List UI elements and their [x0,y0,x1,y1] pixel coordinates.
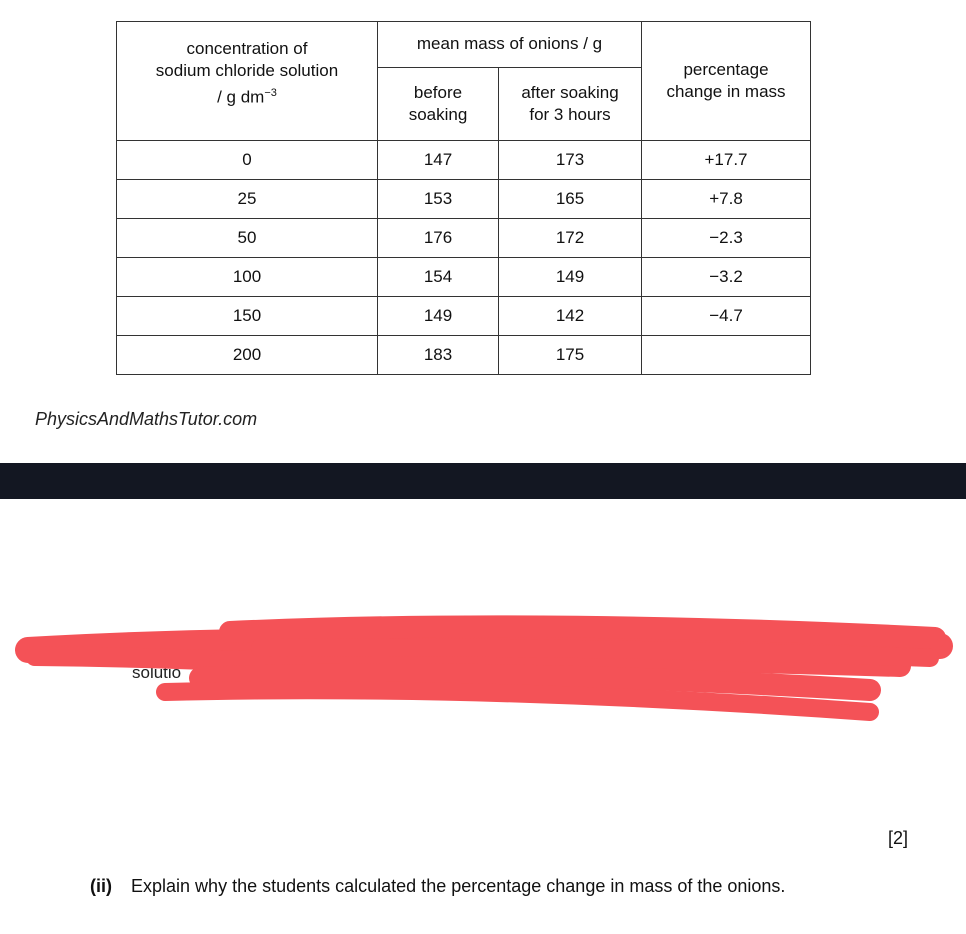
table-row [117,297,811,336]
cell-conc: 100 [117,258,378,297]
cell-after: 173 [499,141,642,180]
results-table [116,21,811,375]
cell-conc: 50 [117,219,378,258]
cell-pct: −3.2 [642,258,811,297]
cell-pct: +7.8 [642,180,811,219]
cell-before: 183 [378,336,499,375]
header-mean-mass: mean mass of onions / g [378,22,642,68]
obscured-text: solutio [132,663,182,682]
question-text: Explain why the students calculated the percentage change in mass of the onions. [131,876,786,896]
obscured-text: Calcula [135,633,192,652]
cell-after: 175 [499,336,642,375]
question-ii [90,876,785,897]
watermark-text: PhysicsAndMathsTutor.com [35,409,258,429]
marks-label: [2] [888,828,909,848]
cell-before: 176 [378,219,499,258]
question-number: (ii) [90,876,112,896]
cell-conc: 150 [117,297,378,336]
table-row [117,180,811,219]
cell-before: 153 [378,180,499,219]
cell-pct [642,336,811,375]
divider-bar [0,463,966,499]
cell-after: 165 [499,180,642,219]
cell-conc: 200 [117,336,378,375]
header-after-soaking: after soaking for 3 hours [499,67,642,141]
table-row [117,219,811,258]
cell-before: 154 [378,258,499,297]
header-before-soaking: before soaking [378,67,499,141]
cell-after: 142 [499,297,642,336]
table-row [117,258,811,297]
cell-before: 149 [378,297,499,336]
header-percentage-change: percentage change in mass [642,22,811,141]
cell-pct: −4.7 [642,297,811,336]
header-concentration: concentration of sodium chloride solution / g $dm^{-3}$ [117,22,378,141]
cell-before: 147 [378,141,499,180]
table-row [117,141,811,180]
red-scribble-redaction [0,600,966,740]
cell-pct: −2.3 [642,219,811,258]
table-row [117,336,811,375]
cell-conc: 0 [117,141,378,180]
cell-pct: +17.7 [642,141,811,180]
cell-after: 149 [499,258,642,297]
cell-conc: 25 [117,180,378,219]
cell-after: 172 [499,219,642,258]
